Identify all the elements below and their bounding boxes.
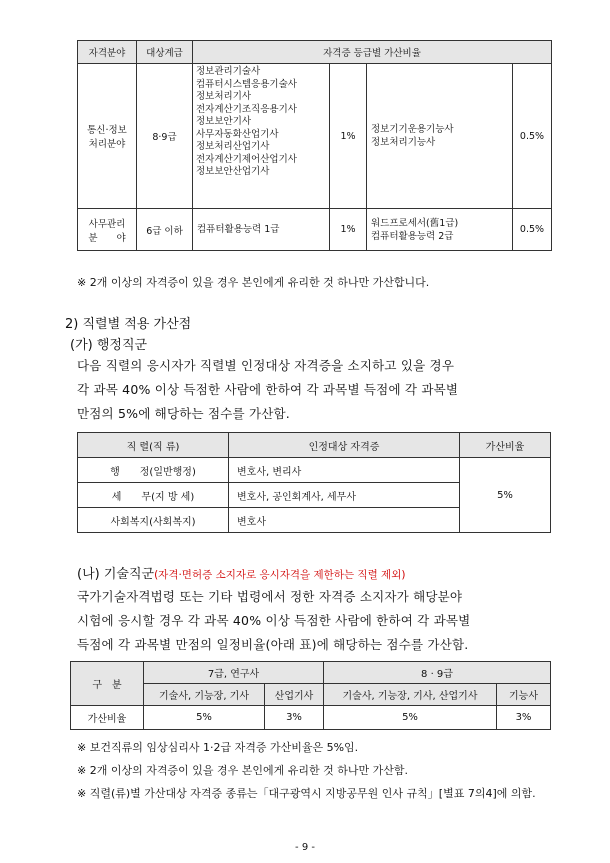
cert-list-b: 정보기기운용기능사 정보처리기능사 [367,64,513,209]
sub-header: 기술사, 기능장, 기사, 산업기사 [324,684,497,706]
corner-header: 구 분 [71,662,144,706]
series-cell: 행 정(일반행정) [78,458,229,483]
page-number: - 9 - [295,842,315,853]
table1-note: ※ 2개 이상의 자격증이 있을 경우 본인에게 유리한 것 하나만 가산합니다. [77,276,430,289]
series-cell: 세 무(지 방 세) [78,483,229,508]
subsection-title-tech: (나) 기술직군(자격·면허증 소지자로 응시자격을 제한하는 직렬 제외) [77,567,406,582]
row-label: 가산비율 [71,706,144,730]
field-cell: 통신·정보 처리분야 [78,64,137,209]
tech-paragraph: 국가기술자격법령 또는 기타 법령에서 정한 자격증 소지자가 해당분야 시험에 응시할 경우 각 과목 40% 이상 득점한 사람에 한하여 각 과목별 득점에 각 과목별 만점의 일정비율(아래 표)에 해당하는 점수를 가산함. [77,589,471,652]
col-header-cert: 인정대상 자격증 [229,433,460,458]
certificate-rate-table [77,40,552,251]
section-title: 2) 직렬별 적용 가산점 [65,317,192,332]
table-row [78,209,552,251]
series-cell: 사회복지(사회복지) [78,508,229,533]
cert-cell: 변호사, 공인회계사, 세무사 [229,483,460,508]
group-header-7: 7급, 연구사 [144,662,324,684]
cert-list-b: 워드프로세서(舊1급) 컴퓨터활용능력 2급 [367,209,513,251]
group-header-89: 8 · 9급 [324,662,551,684]
col-header-series: 직 렬(직 류) [78,433,229,458]
col-header-rate: 가산비율 [460,433,551,458]
tech-title-note: (자격·면허증 소지자로 응시자격을 제한하는 직렬 제외) [154,569,406,581]
sub-header: 기술사, 기능장, 기사 [144,684,265,706]
sub-header: 기능사 [497,684,551,706]
value-cell: 3% [497,706,551,730]
admin-cert-table [77,432,551,533]
cert-cell: 변호사, 변리사 [229,458,460,483]
col-header-field: 자격분야 [78,41,137,64]
admin-paragraph: 다음 직렬의 응시자가 직렬별 인정대상 자격증을 소지하고 있을 경우 각 과목 40% 이상 득점한 사람에 한하여 각 과목별 득점에 각 과목별 만점의 5%에 해당하는 점수를 가산함. [77,358,459,421]
cert-list-a: 컴퓨터활용능력 1급 [193,209,330,251]
rate-a-cell: 1% [330,64,367,209]
col-header-grade: 대상계급 [137,41,193,64]
footnote: ※ 보건직류의 임상심리사 1·2급 자격증 가산비율은 5%임. [77,741,359,754]
rate-a-cell: 1% [330,209,367,251]
value-cell: 5% [144,706,265,730]
subsection-title-admin: (가) 행정직군 [70,338,148,353]
table-row [71,706,551,730]
sub-header: 산업기사 [265,684,324,706]
field-cell: 사무관리 분 야 [78,209,137,251]
col-header-rate: 자격증 등급별 가산비율 [193,41,552,64]
table-row [78,64,552,209]
cert-list-a: 정보관리기술사 컴퓨터시스템응용기술사 정보처리기사 전자계산기조직응용기사 정보보안기사 사무자동화산업기사 정보처리산업기사 전자계산기제어산업기사 정보보안산업기사 [193,64,330,209]
rate-cell: 5% [460,458,551,533]
rate-b-cell: 0.5% [513,64,552,209]
grade-cell: 8·9급 [137,64,193,209]
table-row [78,458,551,483]
footnote: ※ 2개 이상의 자격증이 있을 경우 본인에게 유리한 것 하나만 가산함. [77,764,408,777]
footnote: ※ 직렬(류)별 가산대상 자격증 종류는「대구광역시 지방공무원 인사 규칙」[별표 7의4]에 의함. [77,787,536,800]
cert-cell: 변호사 [229,508,460,533]
rate-b-cell: 0.5% [513,209,552,251]
value-cell: 3% [265,706,324,730]
value-cell: 5% [324,706,497,730]
grade-cell: 6급 이하 [137,209,193,251]
tech-rate-table [70,661,551,730]
